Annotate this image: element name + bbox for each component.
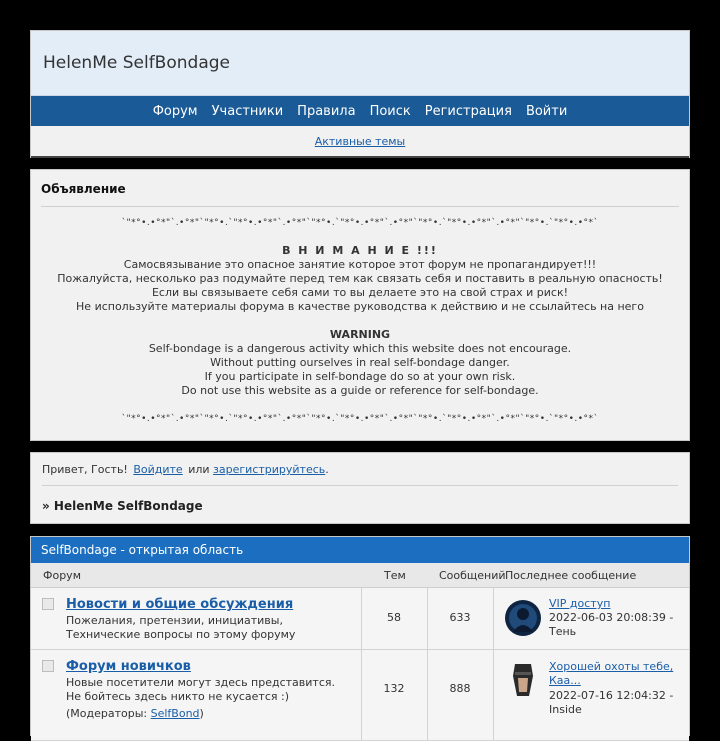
post-count: 888 [449,682,471,695]
or-text: или [188,463,210,476]
topic-count: 58 [387,611,401,624]
nav-members[interactable]: Участники [211,103,284,119]
moderators-close: ) [199,707,204,720]
forum-desc-line2: Технические вопросы по этому форуму [66,628,296,641]
moderators-label: (Модераторы: [66,707,151,720]
en-line-4: Do not use this website as a guide or reference for self-bondage. [181,384,539,397]
period-text: . [325,463,329,476]
en-warning-title: WARNING [329,328,391,341]
nav-search[interactable]: Поиск [369,103,411,119]
avatar[interactable] [505,662,541,698]
nav-login[interactable]: Войти [525,103,568,119]
nav-register[interactable]: Регистрация [424,103,512,119]
avatar-image-icon [505,600,541,636]
ru-warning-title: В Н И М А Н И Е !!! [282,244,438,257]
site-title-bar [31,31,689,96]
site-header [30,30,690,158]
forum-row [31,588,689,650]
ru-line-2: Пожалуйста, несколько раз подумайте перед тем как связать себя и поставить в реальную опасность! [57,272,663,285]
announcement-body [41,207,679,426]
nav-rules[interactable]: Правила [297,103,356,119]
greeting-text: Привет, Гость! [42,463,128,476]
greeting-panel [30,452,690,524]
post-count: 633 [449,611,471,624]
forum-category [30,536,690,736]
forum-title-newbies[interactable]: Форум новичков [66,659,191,674]
decor-line-bottom: `"*°•.•°*"`.•°*"`"*°•.`"*°•.•°*"`.•°*"`"*°•.`"*°•.•°*"`.•°*"`"*°•.`"*°•.•°*"`.•°*"`"*°•.`"*°•.•°*` [121,414,599,424]
category-title[interactable]: SelfBondage - открытая область [41,543,244,557]
forum-row [31,650,689,741]
active-topics-link[interactable]: Активные темы [314,134,406,148]
forum-title-news[interactable]: Новости и общие обсуждения [66,597,294,612]
nav-forum[interactable]: Форум [152,103,198,119]
col-forum: Форум [43,569,81,582]
col-last-post: Последнее сообщение [505,569,637,582]
last-topic-link[interactable]: VIP доступ [549,597,611,610]
announcement-panel [30,169,690,441]
en-line-2: Without putting ourselves in real self-bondage danger. [210,356,510,369]
decor-line-top: `"*°•.•°*"`.•°*"`"*°•.`"*°•.•°*"`.•°*"`"*°•.`"*°•.•°*"`.•°*"`"*°•.`"*°•.•°*"`.•°*"`"*°•.`"*°•.•°*` [121,218,599,228]
last-topic-link-cont[interactable]: Каа... [549,674,581,687]
forum-status-icon [42,598,54,610]
col-posts: Сообщений [439,569,506,582]
moderator-link[interactable]: SelfBond [150,707,200,720]
ru-line-4: Не используйте материалы форума в качестве руководства к действию и не ссылайтесь на него [76,300,644,313]
forum-moderators [66,707,204,721]
login-link[interactable]: Войдите [133,463,183,476]
sub-nav [31,126,689,158]
last-post-date: 2022-06-03 20:08:39 - [549,611,674,624]
topic-count: 132 [383,682,405,695]
forum-desc-line1: Новые посетители могут здесь представится. [66,676,335,689]
ru-line-1: Самосвязывание это опасное занятие которое этот форум не пропагандирует!!! [123,258,597,271]
last-topic-link[interactable]: Хорошей охоты тебе, [549,660,674,673]
column-header [31,563,689,588]
last-post-date: 2022-07-16 12:04:32 - [549,689,674,702]
en-line-3: If you participate in self-bondage do so at your own risk. [204,370,516,383]
breadcrumb[interactable]: » HelenMe SelfBondage [42,499,203,513]
site-title[interactable]: HelenMe SelfBondage [43,53,230,73]
avatar-image-icon [505,662,541,698]
col-topics: Тем [384,569,406,582]
ru-line-3: Если вы связываете себя сами то вы делаете это на свой страх и риск! [151,286,569,299]
register-link[interactable]: зарегистрируйтесь [213,463,326,476]
en-line-1: Self-bondage is a dangerous activity which this website does not encourage. [148,342,572,355]
avatar[interactable] [505,600,541,636]
last-post-user[interactable]: Тень [549,625,577,638]
category-header[interactable] [31,537,689,563]
announcement-heading: Объявление [41,170,679,207]
guest-greeting [42,453,678,486]
main-nav [31,96,689,126]
forum-desc-line1: Пожелания, претензии, инициативы, [66,614,283,627]
forum-desc-line2: Не бойтесь здесь никто не кусается :) [66,690,290,703]
last-post-user[interactable]: Inside [549,703,582,716]
forum-status-icon [42,660,54,672]
